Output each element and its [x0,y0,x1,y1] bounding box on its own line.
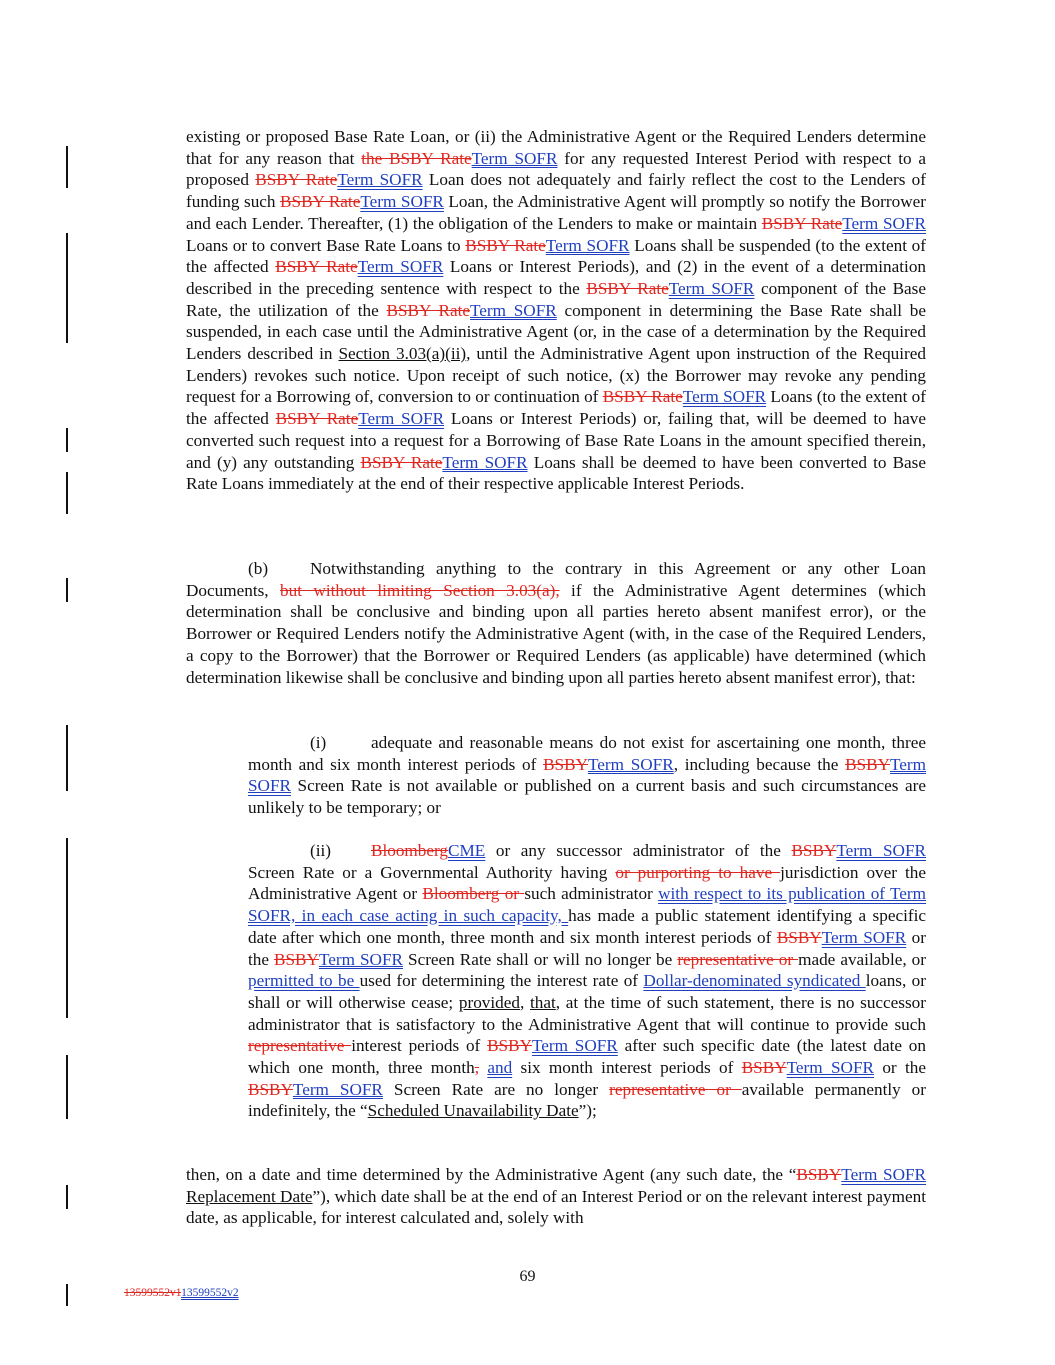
deleted-text: BSBY [248,1079,293,1099]
text-run: Screen Rate shall or will no longer be [402,949,678,969]
inserted-text: Term SOFR [531,1036,618,1056]
deleted-text: representative [248,1036,352,1056]
text-run: Screen Rate are no longer [382,1079,610,1099]
inserted-text: Term SOFR [292,1079,383,1099]
inserted-text: Term SOFR [842,213,926,233]
deleted-text: the BSBY Rate [361,148,472,168]
deleted-text: , [474,1058,479,1078]
text-run: then, on a date and time determined by the Administrative Agent (any such date, the “ [186,1165,797,1184]
page-number: 69 [519,1268,536,1285]
text-run: , at the time of such statement, there is no successor administrator that is satisfactory to the Administrative Agent that will continue to provide such [248,992,926,1034]
deleted-text: BSBY Rate [255,170,338,190]
document-id-deleted: 13599552v1 [124,1287,182,1299]
inserted-text: CME [448,841,486,860]
deleted-text: Bloomberg [371,841,449,860]
change-bar [66,1284,68,1306]
inserted-text: Term SOFR [545,235,630,255]
defined-term: that [530,992,556,1012]
text-run: such administrator [524,884,659,904]
clause-label: (i) [310,733,327,752]
text-run: Loans shall be suspended (to the extent of the affected [186,235,927,277]
text-run: interest periods of [351,1036,488,1056]
text-run: ”); [578,1101,597,1121]
defined-term: Replacement Date [186,1186,313,1206]
text-run: existing or proposed Base Rate Loan, or (ii) the Administrative Agent or the Required Lenders determine that for any reason that [186,127,926,168]
text-run: ”), which date shall be at the end of an Interest Period or on the relevant interest payment date, as applicable, for interest calculated and, solely with [186,1186,926,1228]
text-run: Notwithstanding anything to the contrary in this Agreement or any other Loan Documents, [186,559,926,600]
clause-i [248,732,926,819]
inserted-text: with respect to its publication of Term SOFR, in each case acting in such capacity, [248,884,927,926]
change-bar [66,146,68,188]
paragraph-label: (b) [248,559,269,578]
text-run: Loan does not adequately and fairly reflect the cost to the Lenders of funding such [186,170,926,212]
text-run: component of the Base Rate, the utilization of the [186,278,926,320]
text-run: six month interest periods of [512,1058,742,1078]
inserted-text: Term SOFR [248,754,927,796]
deleted-text: BSBY Rate [386,300,470,320]
deleted-text: BSBY [791,841,837,860]
text-run: adequate and reasonable means do not exist for ascertaining one month, three month and six month interest periods of [248,733,926,774]
inserted-text: Term SOFR [587,754,674,774]
deleted-text: BSBY Rate [275,409,359,429]
inserted-text: Term SOFR [469,300,557,320]
deleted-text: BSBY Rate [586,278,669,298]
inserted-text: permitted to be [248,971,360,991]
change-bar [66,838,68,1018]
text-run: Loans or Interest Periods) or, failing that, will be deemed to have converted such request into a request for a Borrowing of Base Rate Loans in the amount specified therein, and (y) any outstanding [186,409,926,472]
text-run: Loans shall be deemed to have been converted to Base Rate Loans immediately at the end of their respective applicable Interest Periods. [186,452,926,494]
text-run: jurisdiction over the Administrative Agent or [248,862,926,904]
inserted-text: Dollar-denominated syndicated [643,971,866,991]
deleted-text: BSBY Rate [602,387,683,407]
change-bar [66,233,68,343]
deleted-text: BSBY [274,949,319,969]
change-bar [66,1055,68,1119]
text-run: or the [248,927,926,969]
deleted-text: BSBY [796,1165,842,1184]
deleted-text: representative or [609,1079,742,1099]
deleted-text: BSBY Rate [275,257,358,277]
text-run: Loans (to the extent of the affected [186,387,926,429]
inserted-text: Term SOFR [357,257,444,277]
clause-ii [248,840,926,1122]
deleted-text: BSBY [543,754,588,774]
text-run: loans, or shall or will otherwise cease; [248,971,926,1012]
inserted-text: Term SOFR [836,841,926,860]
inserted-text: Term SOFR [682,387,767,407]
text-run: for any requested Interest Period with respect to a proposed [186,148,926,190]
document-id-inserted: 13599552v2 [181,1287,239,1299]
deleted-text: BSBY [487,1036,532,1056]
defined-term: Scheduled Unavailability Date [367,1101,579,1121]
deleted-text: but without limiting Section 3.03(a), [280,580,560,600]
change-bar [66,578,68,602]
inserted-text: Term SOFR [318,949,403,969]
paragraph-a-continuation [186,126,926,495]
change-bar [66,725,68,791]
inserted-text: Term SOFR [337,170,423,190]
change-bar [66,1185,68,1209]
change-bar [66,472,68,514]
text-run: if the Administrative Agent determines (which determination shall be conclusive and binding upon all parties hereto absent manifest error), or the Borrower or Required Lenders notify the Administrative Agent (with, in the case of the Required Lenders, a copy to the Borrower) that the Borrower or Required Lenders (as applicable) have determined (which determination likewise shall be conclusive and binding upon all parties hereto absent manifest error), that: [186,580,926,687]
text-run: Loans or Interest Periods), and (2) in the event of a determination described in the preceding sentence with respect to the [186,257,927,298]
text-run: component in determining the Base Rate shall be suspended, in each case until the Administrative Agent (or, in the case of a determination by the Required Lenders described in [186,300,926,364]
paragraph-then [186,1164,926,1229]
inserted-text: Term SOFR [841,1165,927,1184]
text-run: , [519,992,530,1012]
inserted-text: and [487,1058,513,1078]
text-run: after such specific date (the latest date on which one month, three month [248,1036,926,1078]
text-run: has made a public statement identifying a specific date after which one month, three month and six month interest periods of [248,906,927,947]
change-bar [66,428,68,452]
inserted-text: Term SOFR [821,927,907,947]
inserted-text: Term SOFR [358,409,445,429]
deleted-text: BSBY Rate [761,213,843,233]
text-run: Loans or to convert Base Rate Loans to [186,235,466,255]
text-run: Screen Rate is not available or published on a current basis and such circumstances are unlikely to be temporary; or [248,776,926,818]
text-run: used for determining the interest rate of [359,971,644,991]
inserted-text: Term SOFR [442,452,528,472]
text-run: made available, or [798,949,926,969]
text-run: , until the Administrative Agent upon instruction of the Required Lenders) revokes such notice. Upon receipt of such notice, (x) the Borrower may revoke any pending request for a Borrowing of, conversion to or continuation of [186,344,926,407]
document-id [124,1286,239,1300]
inserted-text: Term SOFR [786,1058,874,1078]
inserted-text: Term SOFR [471,148,558,168]
text-run: or any successor administrator of the [485,841,792,860]
deleted-text: BSBY [776,927,822,947]
text-run: available permanently or indefinitely, the “ [248,1079,927,1121]
deleted-text: BSBY [845,754,890,774]
deleted-text: representative or [677,949,799,969]
paragraph-b [186,558,926,688]
section-reference: Section 3.03(a)(ii) [338,344,467,364]
deleted-text: BSBY Rate [280,192,361,212]
clause-label: (ii) [310,841,331,860]
inserted-text: Term SOFR [360,192,444,212]
text-run: Screen Rate or a Governmental Authority having [248,862,616,882]
deleted-text: BSBY Rate [465,235,546,255]
deleted-text: or purporting to have [615,862,781,882]
text-run: or the [873,1058,926,1078]
inserted-text: Term SOFR [668,278,755,298]
defined-term: provided [458,992,520,1012]
text-run: , including because the [673,754,846,774]
deleted-text: BSBY [741,1058,787,1078]
deleted-text: Bloomberg or [422,884,525,904]
text-run: Loan, the Administrative Agent will promptly so notify the Borrower and each Lender. Thereafter, (1) the obligation of the Lenders to make or maintain [186,192,926,233]
deleted-text: BSBY Rate [360,452,443,472]
